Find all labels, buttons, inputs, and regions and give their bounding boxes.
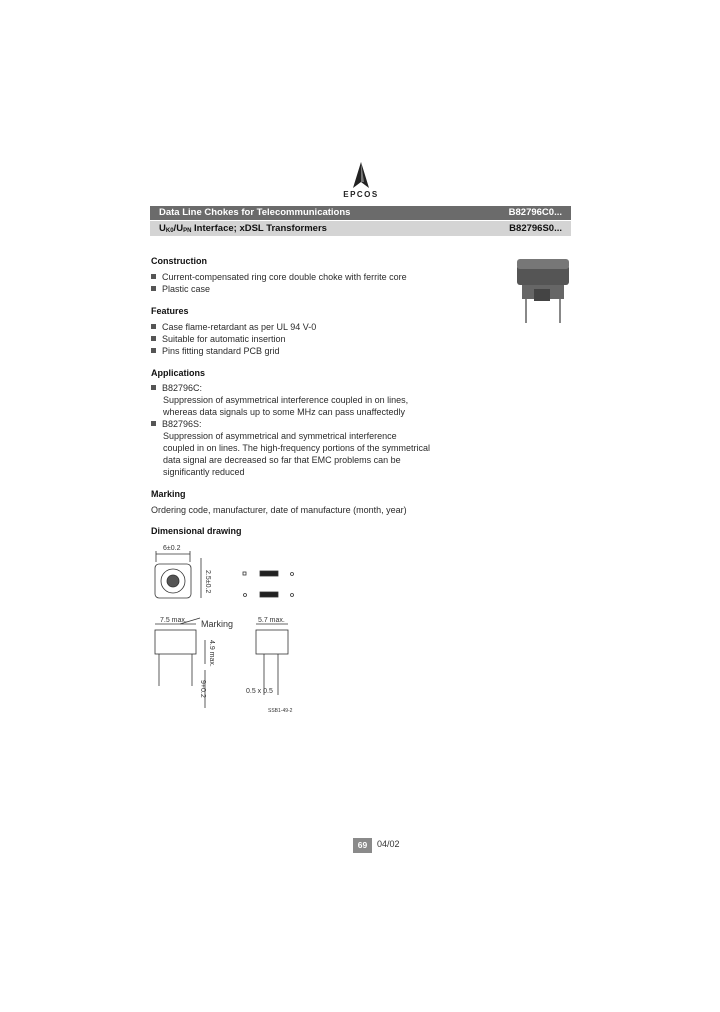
list-item: Pins fitting standard PCB grid	[151, 345, 280, 357]
list-item: Case flame-retardant as per UL 94 V-0	[151, 321, 316, 333]
list-item: Current-compensated ring core double choke with ferrite core	[151, 271, 407, 283]
dim-side-height: 4.9 max.	[208, 640, 215, 667]
side-view	[155, 618, 205, 708]
list-item-text: whereas data signals up to some MHz can pass unaffectedly	[163, 407, 405, 417]
heading-applications: Applications	[151, 368, 206, 378]
list-item: Suitable for automatic insertion	[151, 333, 286, 345]
heading-marking: Marking	[151, 489, 186, 499]
list-item-text: coupled in on lines. The high-frequency portions of the symmetrical	[163, 443, 430, 453]
heading-features: Features	[151, 306, 189, 316]
document-title: Data Line Chokes for Telecommunications	[159, 207, 351, 218]
dim-top-height: 2.5±0.2	[204, 570, 211, 594]
front-view	[256, 624, 288, 695]
list-item-text: data signal are decreased so far that EMC problems can be	[163, 455, 401, 465]
dim-top-width: 6±0.2	[163, 545, 181, 552]
marking-text: Ordering code, manufacturer, date of manufacture (month, year)	[151, 505, 407, 515]
dim-side-width: 7.5 max.	[160, 617, 187, 624]
dim-pin-size: 0.5 x 0.5	[246, 688, 273, 695]
dimensional-drawing	[150, 540, 310, 718]
product-image	[512, 255, 574, 327]
drawing-reference: SSB1-49-2	[268, 708, 293, 714]
product-code-c: B82796C0...	[508, 207, 562, 218]
list-item: Plastic case	[151, 283, 210, 295]
pin-layout	[243, 571, 294, 597]
list-item: B82796S:	[151, 418, 202, 430]
list-item-text: Suppression of asymmetrical and symmetrical interference	[163, 431, 397, 441]
marking-label: Marking	[201, 619, 234, 629]
dim-front-width: 5.7 max.	[258, 617, 285, 624]
list-item-text: Suppression of asymmetrical interference coupled in on lines,	[163, 395, 409, 405]
top-view	[155, 551, 201, 598]
title-bar	[150, 206, 571, 220]
heading-dimensional-drawing: Dimensional drawing	[151, 526, 242, 536]
subtitle-bar	[150, 221, 571, 236]
dim-pin-length: 9+0.2	[199, 680, 206, 698]
page-number: 69	[353, 838, 372, 853]
document-subtitle: $U_{K0}/U_{PN}$ Interface; xDSL Transformers	[159, 223, 327, 234]
list-item: B82796C:	[151, 382, 202, 394]
product-code-s: B82796S0...	[509, 223, 562, 234]
list-item-text: significantly reduced	[163, 467, 245, 477]
brand-name: EPCOS	[343, 190, 379, 199]
page-date: 04/02	[377, 839, 400, 849]
heading-construction: Construction	[151, 256, 207, 266]
